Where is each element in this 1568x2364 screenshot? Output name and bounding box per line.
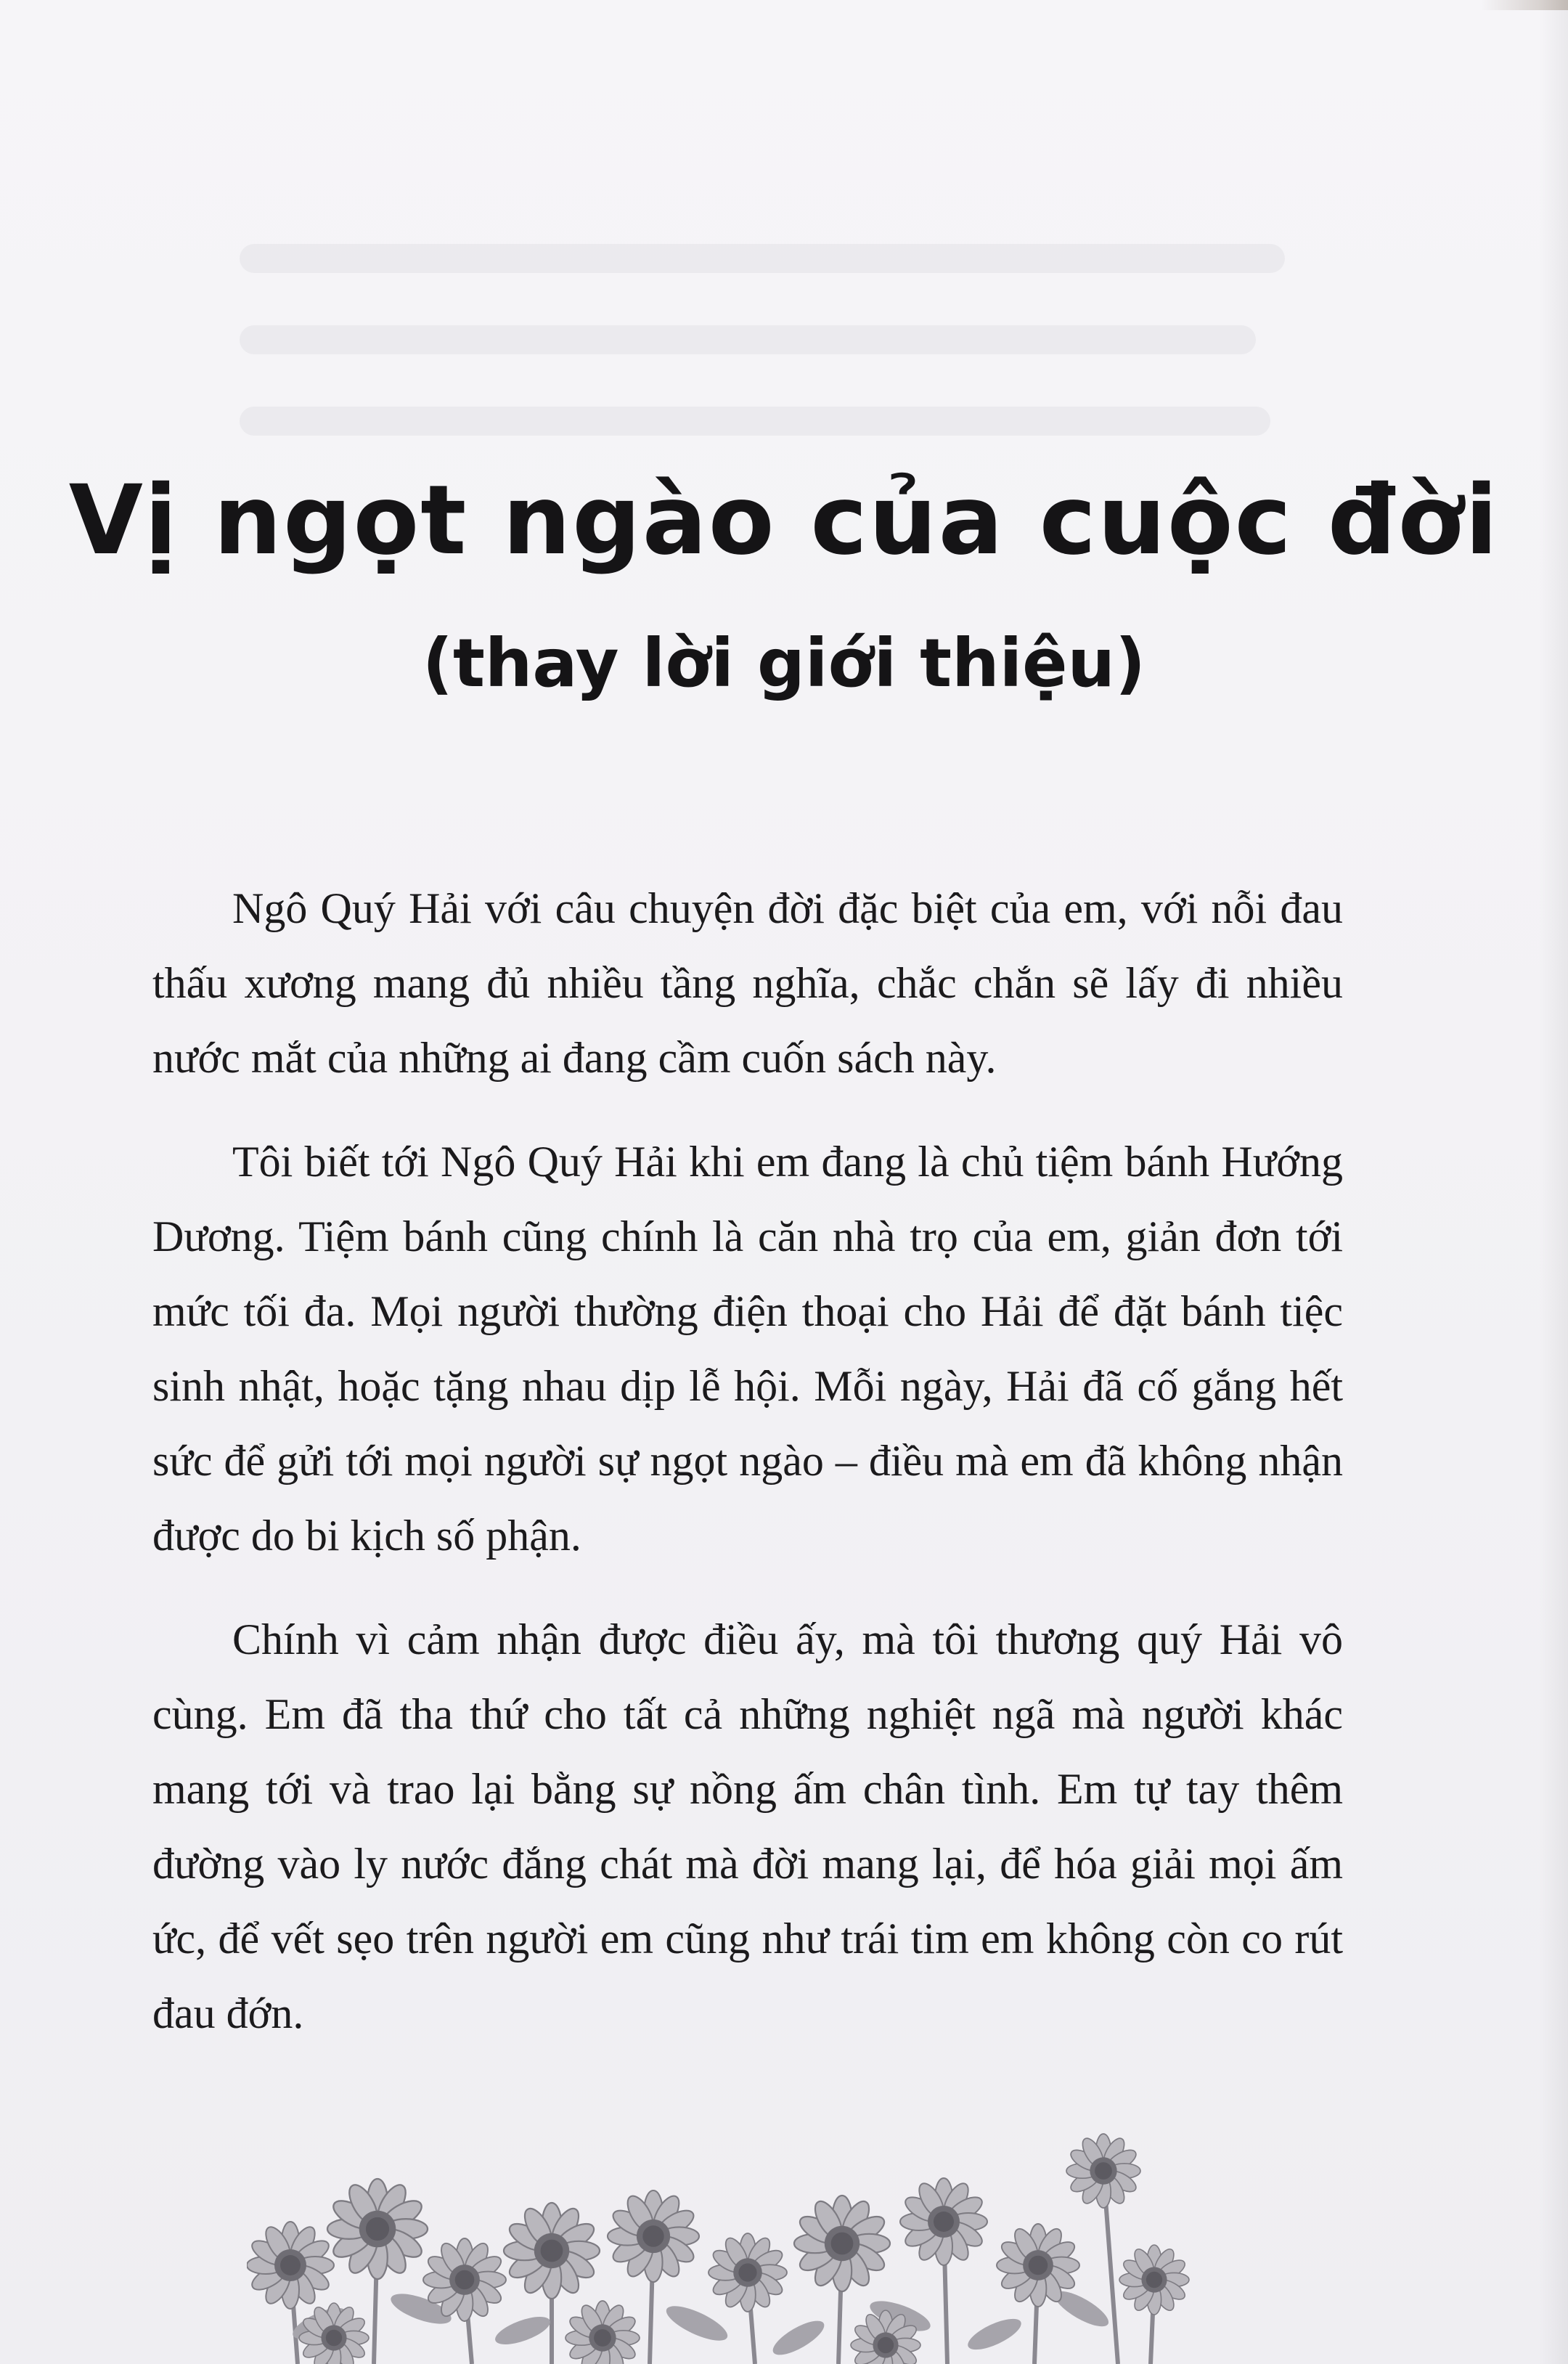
page-title: Vị ngọt ngào của cuộc đời: [68, 465, 1500, 576]
paragraph-3: Chính vì cảm nhận được điều ấy, mà tôi thương quý Hải vô cùng. Em đã tha thứ cho tất cả những nghiệt ngã mà người khác mang tới và trao lại bằng sự nồng ấm chân tình. Em tự tay thêm đường vào ly nước đắng chát mà đời mang lại, để hóa giải mọi ấm ức, để vết sẹo trên người em cũng như trái tim em không còn co rút đau đớn.: [152, 1615, 1343, 2037]
page-corner-mark: [1481, 0, 1568, 10]
paragraph-1: Ngô Quý Hải với câu chuyện đời đặc biệt của em, với nỗi đau thấu xương mang đủ nhiều tầng nghĩa, chắc chắn sẽ lấy đi nhiều nước mắt của những ai đang cầm cuốn sách này.: [152, 884, 1343, 1082]
page-subtitle: (thay lời giới thiệu): [422, 624, 1146, 702]
page-edge-shadow: [1539, 0, 1568, 2364]
sunflower-field-icon: [247, 2127, 1205, 2364]
show-through-shadow: [240, 218, 1328, 494]
paragraph-2: Tôi biết tới Ngô Quý Hải khi em đang là chủ tiệm bánh Hướng Dương. Tiệm bánh cũng chính là căn nhà trọ của em, giản đơn tới mức tối đa. Mọi người thường điện thoại cho Hải để đặt bánh tiệc sinh nhật, hoặc tặng nhau dịp lễ hội. Mỗi ngày, Hải đã cố gắng hết sức để gửi tới mọi người sự ngọt ngào – điều mà em đã không nhận được do bi kịch số phận.: [152, 1138, 1343, 1560]
body-text: [152, 871, 1343, 2080]
